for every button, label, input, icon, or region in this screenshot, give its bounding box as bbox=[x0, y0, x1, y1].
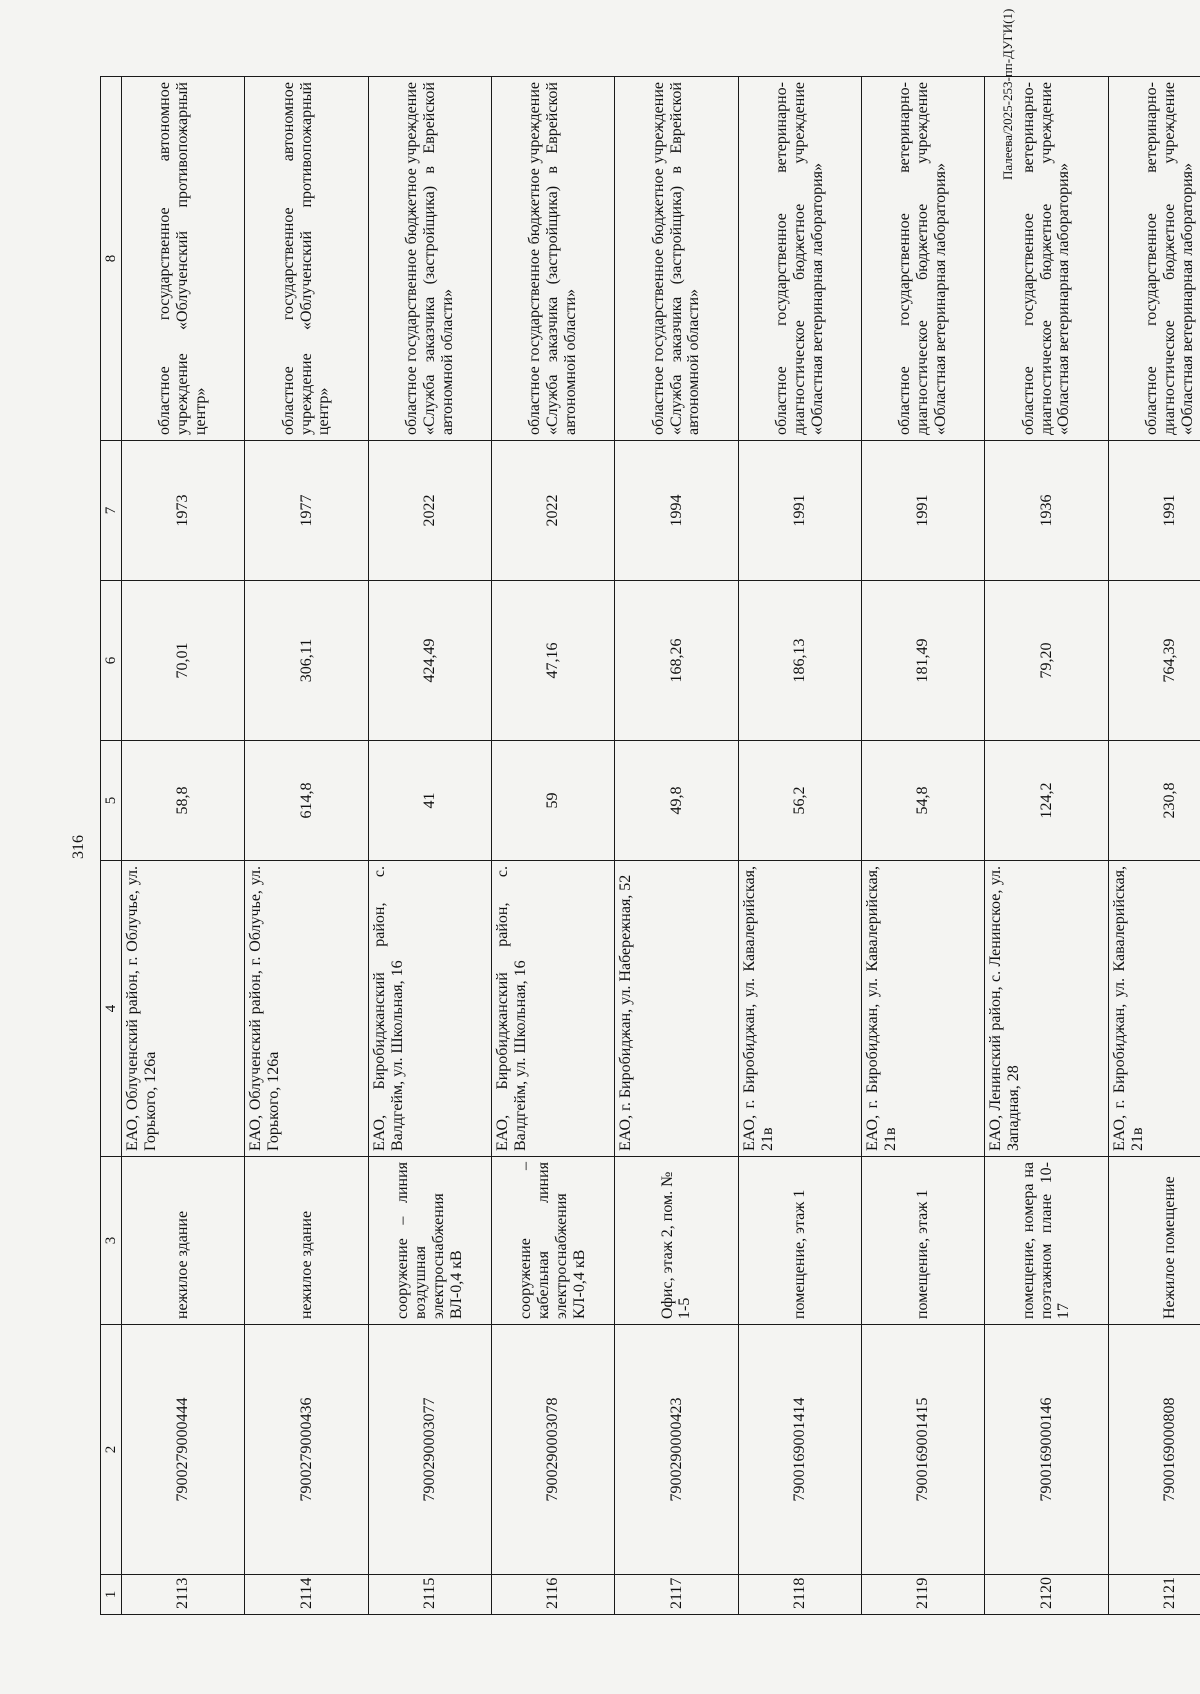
registry-number: 7900279000436 bbox=[245, 1325, 368, 1575]
object-value: 47,16 bbox=[491, 581, 614, 741]
row-number: 2117 bbox=[615, 1575, 738, 1615]
row-number: 2115 bbox=[368, 1575, 491, 1615]
object-address: ЕАО, г. Биробиджан, ул. Набережная, 52 bbox=[615, 861, 738, 1157]
table-row bbox=[245, 77, 368, 1615]
table-row bbox=[368, 77, 491, 1615]
object-area: 49,8 bbox=[615, 741, 738, 861]
column-header: 5 bbox=[101, 741, 122, 861]
object-address: ЕАО, Биробиджанский район, с. Валдгейм, ул. Школьная, 16 bbox=[491, 861, 614, 1157]
object-address: ЕАО, г. Биробиджан, ул. Кавалерийская, 21в bbox=[738, 861, 861, 1157]
page-number: 316 bbox=[70, 835, 87, 859]
object-area: 54,8 bbox=[861, 741, 984, 861]
registry-number: 7900290000423 bbox=[615, 1325, 738, 1575]
registry-number: 7900279000444 bbox=[122, 1325, 245, 1575]
construction-year: 1994 bbox=[615, 441, 738, 581]
object-address: ЕАО, Облученский район, г. Облучье, ул. Горького, 126а bbox=[245, 861, 368, 1157]
rights-holder: областное государственное ветеринарно-диагностическое бюджетное учреждение «Областная ветеринарная лаборатория» bbox=[985, 77, 1108, 441]
table-row bbox=[615, 77, 738, 1615]
rights-holder: областное государственное автономное учреждение «Облученский противопожарный центр» bbox=[245, 77, 368, 441]
rights-holder: областное государственное бюджетное учреждение «Служба заказчика (застройщика) в Еврейской автономной области» bbox=[491, 77, 614, 441]
object-type: помещение, номера на поэтажном плане 10-17 bbox=[985, 1157, 1108, 1325]
object-value: 424,49 bbox=[368, 581, 491, 741]
registry-number: 7900169000808 bbox=[1108, 1325, 1200, 1575]
construction-year: 1991 bbox=[1108, 441, 1200, 581]
column-header: 7 bbox=[101, 441, 122, 581]
object-area: 124,2 bbox=[985, 741, 1108, 861]
row-number: 2121 bbox=[1108, 1575, 1200, 1615]
column-header: 3 bbox=[101, 1157, 122, 1325]
object-type: нежилое здание bbox=[122, 1157, 245, 1325]
table-row bbox=[985, 77, 1108, 1615]
construction-year: 2022 bbox=[368, 441, 491, 581]
row-number: 2119 bbox=[861, 1575, 984, 1615]
construction-year: 1977 bbox=[245, 441, 368, 581]
object-value: 764,39 bbox=[1108, 581, 1200, 741]
rights-holder: областное государственное ветеринарно-диагностическое бюджетное учреждение «Областная ветеринарная лаборатория» bbox=[861, 77, 984, 441]
registry-number: 7900169001414 bbox=[738, 1325, 861, 1575]
registry-number: 7900169001415 bbox=[861, 1325, 984, 1575]
row-number: 2116 bbox=[491, 1575, 614, 1615]
object-area: 230,8 bbox=[1108, 741, 1200, 861]
registry-number: 7900169000146 bbox=[985, 1325, 1108, 1575]
object-type: нежилое здание bbox=[245, 1157, 368, 1325]
table-row bbox=[861, 77, 984, 1615]
rights-holder: областное государственное ветеринарно-диагностическое бюджетное учреждение «Областная ветеринарная лаборатория» bbox=[738, 77, 861, 441]
construction-year: 1991 bbox=[738, 441, 861, 581]
registry-number: 7900290003078 bbox=[491, 1325, 614, 1575]
rights-holder: областное государственное автономное учреждение «Облученский противопожарный центр» bbox=[122, 77, 245, 441]
object-address: ЕАО, г. Биробиджан, ул. Кавалерийская, 21в bbox=[1108, 861, 1200, 1157]
table-row bbox=[122, 77, 245, 1615]
header-row bbox=[101, 77, 122, 1615]
object-type: Нежилое помещение bbox=[1108, 1157, 1200, 1325]
object-value: 168,26 bbox=[615, 581, 738, 741]
row-number: 2118 bbox=[738, 1575, 861, 1615]
property-table bbox=[100, 76, 1200, 1615]
column-header: 2 bbox=[101, 1325, 122, 1575]
object-type: Офис, этаж 2, пом. № 1-5 bbox=[615, 1157, 738, 1325]
construction-year: 1973 bbox=[122, 441, 245, 581]
object-type: сооружение – кабельная линия электроснабжения КЛ-0,4 кВ bbox=[491, 1157, 614, 1325]
object-value: 79,20 bbox=[985, 581, 1108, 741]
row-number: 2114 bbox=[245, 1575, 368, 1615]
object-type: помещение, этаж 1 bbox=[861, 1157, 984, 1325]
registry-number: 7900290003077 bbox=[368, 1325, 491, 1575]
construction-year: 1991 bbox=[861, 441, 984, 581]
object-address: ЕАО, Биробиджанский район, с. Валдгейм, ул. Школьная, 16 bbox=[368, 861, 491, 1157]
object-address: ЕАО, Ленинский район, с. Ленинское, ул. Западная, 28 bbox=[985, 861, 1108, 1157]
table-row bbox=[491, 77, 614, 1615]
object-value: 186,13 bbox=[738, 581, 861, 741]
object-area: 56,2 bbox=[738, 741, 861, 861]
document-code: Палеева/2025-253-пп-ДУГИ(1) bbox=[1000, 8, 1015, 180]
rights-holder: областное государственное ветеринарно-диагностическое бюджетное учреждение «Областная ветеринарная лаборатория» bbox=[1108, 77, 1200, 441]
object-address: ЕАО, Облученский район, г. Облучье, ул. Горького, 126а bbox=[122, 861, 245, 1157]
object-value: 181,49 bbox=[861, 581, 984, 741]
construction-year: 2022 bbox=[491, 441, 614, 581]
object-type: сооружение – линия воздушная электроснабжения ВЛ-0,4 кВ bbox=[368, 1157, 491, 1325]
object-value: 70,01 bbox=[122, 581, 245, 741]
rights-holder: областное государственное бюджетное учреждение «Служба заказчика (застройщика) в Еврейской автономной области» bbox=[368, 77, 491, 441]
object-area: 58,8 bbox=[122, 741, 245, 861]
row-number: 2120 bbox=[985, 1575, 1108, 1615]
row-number: 2113 bbox=[122, 1575, 245, 1615]
property-table-container bbox=[100, 77, 1200, 1615]
column-header: 8 bbox=[101, 77, 122, 441]
construction-year: 1936 bbox=[985, 441, 1108, 581]
object-value: 306,11 bbox=[245, 581, 368, 741]
object-area: 59 bbox=[491, 741, 614, 861]
column-header: 6 bbox=[101, 581, 122, 741]
column-header: 4 bbox=[101, 861, 122, 1157]
column-header: 1 bbox=[101, 1575, 122, 1615]
object-area: 614,8 bbox=[245, 741, 368, 861]
rights-holder: областное государственное бюджетное учреждение «Служба заказчика (застройщика) в Еврейской автономной области» bbox=[615, 77, 738, 441]
table-row bbox=[738, 77, 861, 1615]
object-address: ЕАО, г. Биробиджан, ул. Кавалерийская, 21в bbox=[861, 861, 984, 1157]
object-area: 41 bbox=[368, 741, 491, 861]
object-type: помещение, этаж 1 bbox=[738, 1157, 861, 1325]
table-row bbox=[1108, 77, 1200, 1615]
